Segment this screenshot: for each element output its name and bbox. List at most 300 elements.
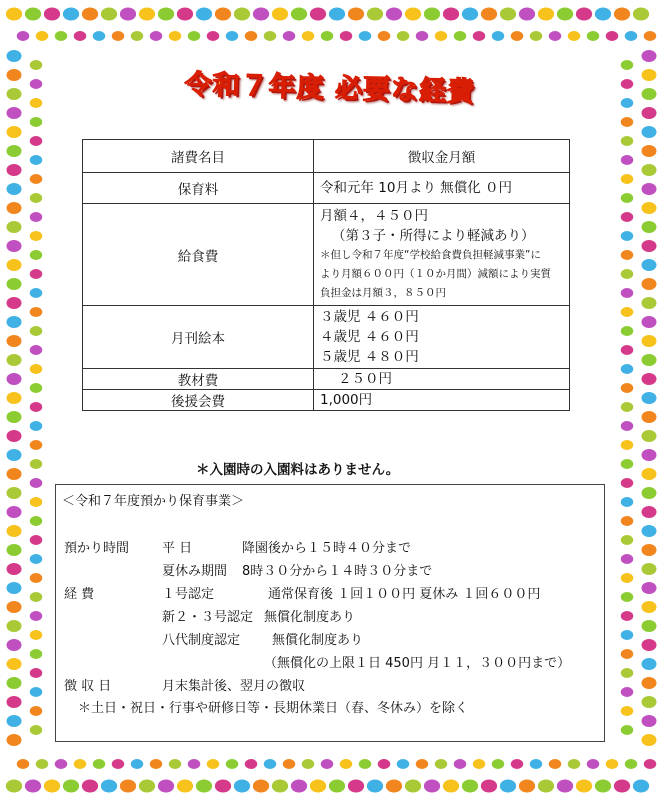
decor-dot (321, 31, 334, 41)
cert1-label: １号認定 (162, 587, 215, 602)
decor-dot (30, 269, 43, 279)
row-value: （第３子・所得により軽減あり） (332, 228, 535, 244)
decor-dot (621, 668, 634, 678)
decor-dot (30, 535, 43, 545)
decor-dot (642, 601, 657, 613)
decor-dot (7, 734, 22, 746)
decor-dot (30, 592, 43, 602)
decor-dot (538, 8, 554, 21)
decor-dot (7, 221, 22, 233)
decor-dot (621, 250, 634, 260)
decor-dot (17, 31, 30, 41)
decor-dot (443, 8, 459, 21)
decor-dot (30, 630, 43, 640)
decor-dot (587, 759, 600, 769)
hours-label: 預かり時間 (64, 541, 130, 556)
decor-dot (642, 278, 657, 290)
decor-dot (568, 759, 581, 769)
decor-dot (621, 383, 634, 393)
decor-dot (397, 759, 410, 769)
decor-dot (642, 50, 657, 62)
decor-dot (30, 706, 43, 716)
decor-dot (169, 31, 182, 41)
table-row (83, 390, 570, 411)
decor-dot (63, 780, 79, 793)
decor-dot (302, 759, 315, 769)
decor-dot (7, 696, 22, 708)
row-name: 月刊絵本 (83, 306, 314, 369)
decor-dot (397, 31, 410, 41)
decor-dot (642, 259, 657, 271)
decor-dot (557, 780, 573, 793)
decor-dot (44, 780, 60, 793)
decor-dot (55, 31, 68, 41)
decor-dot (621, 459, 634, 469)
row-value: 月額４，４５０円 (320, 208, 428, 224)
decor-dot (30, 611, 43, 621)
decor-dot (621, 174, 634, 184)
table-row (83, 204, 570, 306)
decor-dot (633, 780, 649, 793)
decor-dot (169, 759, 182, 769)
decor-dot (621, 478, 634, 488)
decor-dot (30, 554, 43, 564)
decor-dot (36, 31, 49, 41)
decor-dot (139, 780, 155, 793)
cert23-label: 新２・３号認定 (162, 610, 254, 625)
decor-dot (30, 402, 43, 412)
decor-dot (30, 326, 43, 336)
decor-dot (253, 8, 269, 21)
decor-dot (621, 307, 634, 317)
decor-dot (642, 677, 657, 689)
decor-dot (131, 31, 144, 41)
decor-dot (621, 630, 634, 640)
decor-dot (621, 345, 634, 355)
decor-dot (7, 620, 22, 632)
decor-dot (454, 31, 467, 41)
decor-dot (30, 250, 43, 260)
decor-dot (7, 145, 22, 157)
decor-dot (642, 240, 657, 252)
decor-dot (642, 715, 657, 727)
decor-dot (473, 31, 486, 41)
decor-dot (93, 759, 106, 769)
yatsushiro-label: 八代制度認定 (162, 633, 241, 648)
decor-dot (621, 706, 634, 716)
childcare-program-box (55, 484, 605, 742)
decor-dot (621, 516, 634, 526)
summer-label: 夏休み期間 (162, 564, 228, 579)
decor-dot (642, 696, 657, 708)
decor-dot (150, 31, 163, 41)
decor-dot (6, 780, 22, 793)
decor-dot (7, 335, 22, 347)
decor-dot (348, 8, 364, 21)
row-name: 保育料 (83, 173, 314, 204)
header-monthly-fee: 徴収金月額 (314, 140, 570, 173)
row-value: ４歳児 ４６０円 (320, 329, 419, 345)
decor-dot (587, 31, 600, 41)
decor-dot (642, 525, 657, 537)
summer-hours: 8時３０分から１４時３０分まで (242, 564, 433, 579)
row-name: 教材費 (83, 369, 314, 390)
decor-dot (7, 278, 22, 290)
decor-dot (642, 620, 657, 632)
cost-label: 経 費 (64, 587, 95, 602)
decor-dot (7, 126, 22, 138)
decor-dot (642, 164, 657, 176)
decor-dot (367, 780, 383, 793)
decor-dot (93, 31, 106, 41)
decor-dot (30, 174, 43, 184)
decor-dot (621, 231, 634, 241)
row-note: ＊但し令和７年度“学校給食費負担軽減事業”に (320, 249, 541, 261)
decor-dot (30, 212, 43, 222)
decor-dot (7, 297, 22, 309)
decor-dot (642, 449, 657, 461)
decor-dot (7, 69, 22, 81)
row-note: より月額６００円（１０か月間）減額により実質 (320, 268, 551, 280)
decor-dot (30, 421, 43, 431)
decor-dot (215, 8, 231, 21)
decor-dot (424, 780, 440, 793)
decor-dot (595, 780, 611, 793)
decor-dot (7, 50, 22, 62)
decor-dot (621, 611, 634, 621)
decor-dot (112, 31, 125, 41)
decor-dot (302, 31, 315, 41)
decor-dot (272, 780, 288, 793)
decor-dot (82, 780, 98, 793)
decor-dot (557, 8, 573, 21)
decor-dot (74, 759, 87, 769)
decor-dot (25, 780, 41, 793)
decor-dot (621, 212, 634, 222)
decor-dot (606, 759, 619, 769)
decor-dot (30, 497, 43, 507)
decor-dot (642, 126, 657, 138)
decor-dot (7, 430, 22, 442)
decor-dot (310, 780, 326, 793)
decor-dot (188, 759, 201, 769)
decor-dot (642, 107, 657, 119)
decor-dot (30, 459, 43, 469)
decor-dot (549, 31, 562, 41)
decor-dot (621, 193, 634, 203)
decor-dot (621, 497, 634, 507)
decor-dot (621, 98, 634, 108)
decor-dot (196, 8, 212, 21)
decor-dot (621, 155, 634, 165)
decor-dot (30, 668, 43, 678)
decor-dot (30, 193, 43, 203)
decor-dot (435, 759, 448, 769)
collection-label: 徴 収 日 (64, 679, 112, 694)
decor-dot (642, 563, 657, 575)
decor-dot (30, 98, 43, 108)
weekday-label: 平 日 (162, 541, 193, 556)
decor-dot (621, 402, 634, 412)
decor-dot (177, 8, 193, 21)
decor-dot (386, 780, 402, 793)
decor-dot (7, 582, 22, 594)
decor-dot (7, 88, 22, 100)
decor-dot (642, 544, 657, 556)
decor-dot (7, 240, 22, 252)
decor-dot (621, 687, 634, 697)
decor-dot (621, 592, 634, 602)
decor-dot (30, 440, 43, 450)
decor-dot (7, 164, 22, 176)
decor-dot (621, 535, 634, 545)
row-value: ２５０円 (338, 371, 392, 387)
decor-dot (264, 31, 277, 41)
decor-dot (462, 8, 478, 21)
page-title: 令和７年度 必要な経費 (184, 69, 476, 108)
decor-dot (621, 421, 634, 431)
decor-dot (359, 759, 372, 769)
decor-dot (644, 759, 657, 769)
decor-dot (30, 60, 43, 70)
decor-dot (642, 297, 657, 309)
decor-dot (329, 780, 345, 793)
weekday-hours: 降園後から１５時４０分まで (242, 541, 412, 556)
table-row (83, 173, 570, 204)
decor-dot (454, 759, 467, 769)
decor-dot (7, 259, 22, 271)
decor-dot (642, 487, 657, 499)
decor-dot (481, 8, 497, 21)
cert1-value: 通常保育後 １回１００円 夏休み １回６００円 (268, 587, 541, 602)
decor-dot (7, 354, 22, 366)
row-value: 1,000円 (320, 392, 373, 408)
decor-dot (101, 8, 117, 21)
decor-dot (481, 780, 497, 793)
decor-dot (642, 582, 657, 594)
cert23-value: 無償化制度あり (264, 610, 356, 625)
decor-dot (642, 335, 657, 347)
decor-dot (621, 60, 634, 70)
decor-dot (405, 8, 421, 21)
decor-dot (272, 8, 288, 21)
decor-dot (386, 8, 402, 21)
decor-dot (378, 759, 391, 769)
decor-dot (642, 430, 657, 442)
decor-dot (642, 392, 657, 404)
decor-dot (7, 658, 22, 670)
decor-dot (642, 734, 657, 746)
decor-dot (63, 8, 79, 21)
decor-dot (644, 31, 657, 41)
decor-dot (435, 31, 448, 41)
decor-dot (492, 759, 505, 769)
decor-dot (614, 8, 630, 21)
yatsushiro-value: 無償化制度あり (272, 633, 364, 648)
decor-dot (30, 155, 43, 165)
decor-dot (642, 145, 657, 157)
decor-dot (7, 601, 22, 613)
decor-dot (131, 759, 144, 769)
decor-dot (7, 373, 22, 385)
decor-dot (416, 31, 429, 41)
decor-dot (530, 31, 543, 41)
decor-dot (367, 8, 383, 21)
decor-dot (6, 8, 22, 21)
decor-dot (443, 780, 459, 793)
decor-dot (621, 573, 634, 583)
decor-dot (74, 31, 87, 41)
decor-dot (158, 780, 174, 793)
decor-dot (7, 316, 22, 328)
decor-dot (621, 79, 634, 89)
decor-dot (264, 759, 277, 769)
decor-dot (621, 725, 634, 735)
decor-dot (17, 759, 30, 769)
decor-dot (348, 780, 364, 793)
decor-dot (621, 288, 634, 298)
decor-dot (30, 364, 43, 374)
decor-dot (112, 759, 125, 769)
decor-dot (55, 759, 68, 769)
decor-dot (642, 639, 657, 651)
decor-dot (30, 307, 43, 317)
decor-dot (283, 31, 296, 41)
decor-dot (321, 759, 334, 769)
decor-dot (310, 8, 326, 21)
decor-dot (30, 136, 43, 146)
decor-dot (30, 573, 43, 583)
decor-dot (621, 269, 634, 279)
decor-dot (7, 183, 22, 195)
decor-dot (30, 725, 43, 735)
decor-dot (621, 649, 634, 659)
free-limit-note: （無償化の上限１日 450円 月１１，３００円まで） (264, 656, 571, 671)
decor-dot (291, 8, 307, 21)
decor-dot (424, 8, 440, 21)
decor-dot (642, 316, 657, 328)
decor-dot (30, 117, 43, 127)
decor-dot (82, 8, 98, 21)
decor-dot (44, 8, 60, 21)
decor-dot (234, 780, 250, 793)
row-value: ３歳児 ４６０円 (320, 309, 419, 325)
decor-dot (642, 202, 657, 214)
decor-dot (30, 383, 43, 393)
decor-dot (226, 759, 239, 769)
decor-dot (7, 639, 22, 651)
decor-dot (7, 525, 22, 537)
decor-dot (595, 8, 611, 21)
decor-dot (120, 780, 136, 793)
decor-dot (359, 31, 372, 41)
decor-dot (492, 31, 505, 41)
table-row (83, 306, 570, 369)
decor-dot (7, 107, 22, 119)
decor-dot (416, 759, 429, 769)
decor-dot (511, 31, 524, 41)
decor-dot (614, 780, 630, 793)
decor-dot (642, 506, 657, 518)
decor-dot (500, 8, 516, 21)
decor-dot (633, 8, 649, 21)
decor-dot (642, 468, 657, 480)
decor-dot (625, 759, 638, 769)
decor-dot (621, 117, 634, 127)
decor-dot (7, 487, 22, 499)
decor-dot (7, 468, 22, 480)
decor-dot (642, 183, 657, 195)
decor-dot (25, 8, 41, 21)
decor-dot (207, 759, 220, 769)
decor-dot (473, 759, 486, 769)
decor-dot (329, 8, 345, 21)
table-header-row (83, 140, 570, 173)
header-item-name: 諸費名目 (83, 140, 314, 173)
decor-dot (245, 31, 258, 41)
decor-dot (625, 31, 638, 41)
decor-dot (30, 478, 43, 488)
decor-dot (530, 759, 543, 769)
decor-dot (340, 31, 353, 41)
decor-dot (568, 31, 581, 41)
decor-dot (642, 88, 657, 100)
decor-dot (215, 780, 231, 793)
table-row (83, 369, 570, 390)
program-heading: ＜令和７年度預かり保育事業＞ (62, 494, 245, 509)
decor-dot (30, 649, 43, 659)
decor-dot (576, 780, 592, 793)
decor-dot (196, 780, 212, 793)
decor-dot (538, 780, 554, 793)
decor-dot (7, 202, 22, 214)
decor-dot (7, 563, 22, 575)
decor-dot (150, 759, 163, 769)
decor-dot (7, 715, 22, 727)
decor-dot (291, 780, 307, 793)
decor-dot (245, 759, 258, 769)
decor-dot (30, 79, 43, 89)
decor-dot (621, 364, 634, 374)
decor-dot (7, 449, 22, 461)
decor-dot (30, 231, 43, 241)
decor-dot (642, 69, 657, 81)
decor-dot (30, 516, 43, 526)
decor-dot (139, 8, 155, 21)
decor-dot (642, 658, 657, 670)
decor-dot (621, 440, 634, 450)
decor-dot (253, 780, 269, 793)
decor-dot (7, 392, 22, 404)
row-value: ５歳児 ４８０円 (320, 349, 419, 365)
decor-dot (519, 8, 535, 21)
decor-dot (405, 780, 421, 793)
decor-dot (549, 759, 562, 769)
decor-dot (642, 221, 657, 233)
decor-dot (207, 31, 220, 41)
decor-dot (101, 780, 117, 793)
decor-dot (234, 8, 250, 21)
row-name: 給食費 (83, 204, 314, 306)
row-note: 負担金は月額３，８５０円 (320, 287, 446, 299)
decor-dot (7, 411, 22, 423)
decor-dot (188, 31, 201, 41)
decor-dot (621, 554, 634, 564)
decor-dot (7, 544, 22, 556)
decor-dot (30, 687, 43, 697)
fees-table (82, 139, 570, 411)
decor-dot (177, 780, 193, 793)
